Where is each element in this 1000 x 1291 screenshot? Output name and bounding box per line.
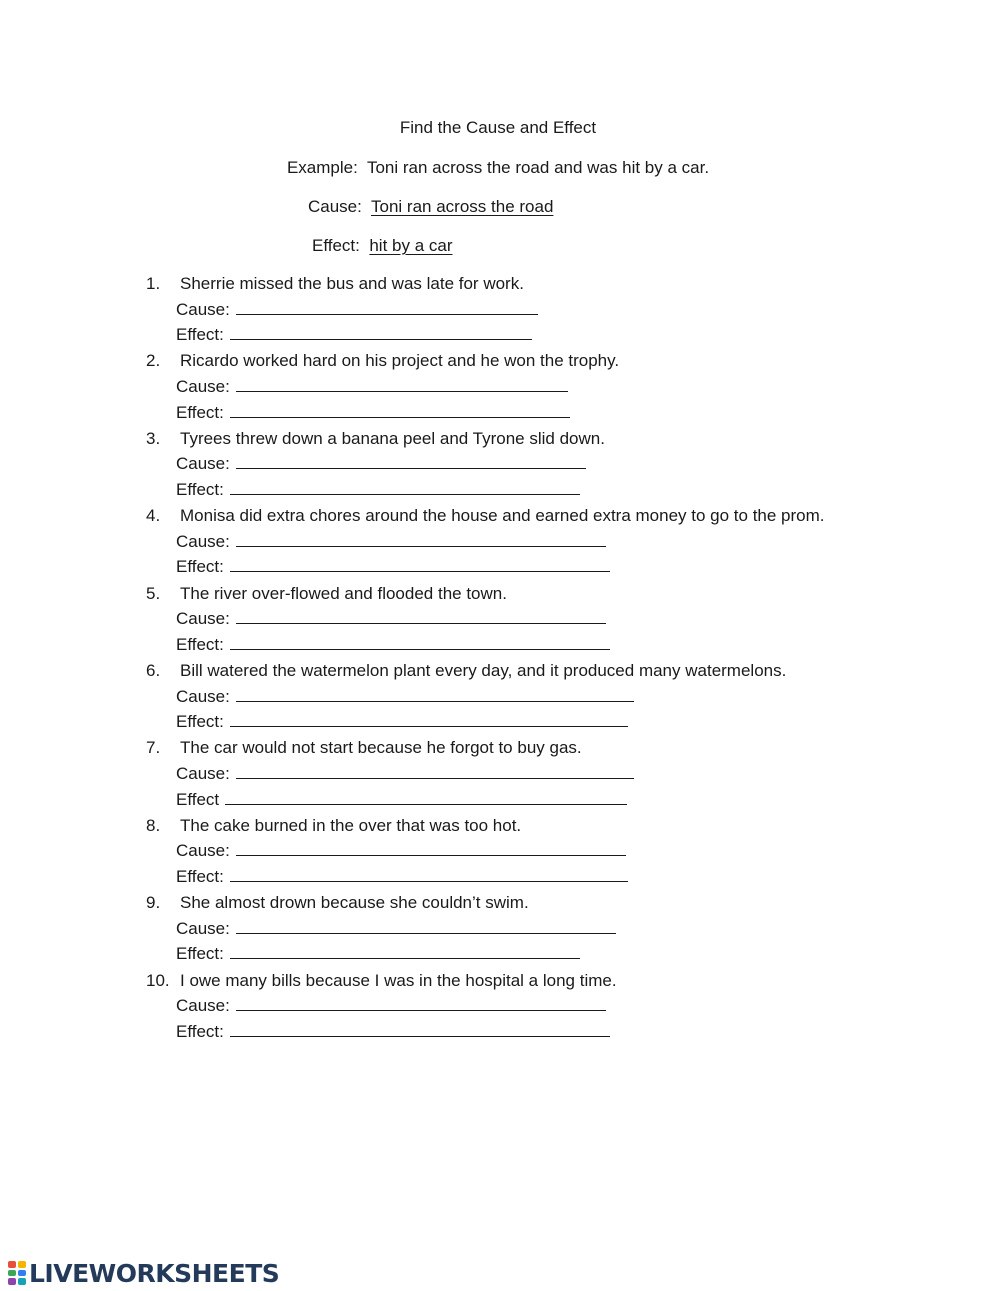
logo-text: LIVEWORKSHEETS [29,1258,280,1288]
cause-answer-blank[interactable] [236,454,586,469]
effect-answer-blank[interactable] [230,867,628,882]
question-number: 2. [146,351,161,371]
effect-label: Effect [176,789,220,809]
worksheet-title: Find the Cause and Effect [399,118,597,137]
question-sentence: Bill watered the watermelon plant every day, and it produced many watermelons. [180,661,787,680]
question-sentence: The car would not start because he forgot to buy gas. [180,738,582,758]
effect-answer-blank[interactable] [230,1022,610,1037]
effect-row [176,557,610,577]
cause-row [176,764,634,784]
effect-label: Effect: [176,1021,224,1041]
cause-row [176,454,586,474]
cause-label: Cause: [176,686,230,706]
cause-row [176,377,568,397]
cause-answer-blank[interactable] [236,377,568,392]
cause-answer-blank[interactable] [236,609,606,624]
liveworksheets-logo [8,1258,279,1288]
cause-label: Cause: [176,763,230,783]
effect-row [176,635,610,655]
cause-answer-blank[interactable] [236,764,634,779]
cause-row [176,687,634,707]
cause-label: Cause: [176,531,230,551]
question-item [146,738,906,808]
question-item [146,971,906,1041]
cause-answer-blank[interactable] [236,841,626,856]
question-number: 8. [146,815,161,835]
question-sentence: The river over-flowed and flooded the town. [180,583,507,603]
example-effect-label: Effect: [312,236,360,255]
cause-row [176,609,606,629]
cause-row [176,841,626,861]
effect-answer-blank[interactable] [230,325,532,340]
cause-answer-blank[interactable] [236,919,616,934]
example-effect-line [312,236,453,256]
effect-label: Effect: [176,944,224,964]
question-number: 6. [146,661,161,680]
cause-answer-blank[interactable] [236,996,606,1011]
question-number: 7. [146,738,161,758]
question-sentence: Monisa did extra chores around the house and earned extra money to go to the prom. [180,506,825,526]
effect-answer-blank[interactable] [230,480,580,495]
question-number: 1. [146,274,161,293]
liveworksheets-logo-icon [8,1261,26,1285]
example-cause-label: Cause: [308,197,362,216]
example-cause-answer: Toni ran across the road [371,197,554,216]
example-sentence: Toni ran across the road and was hit by a car. [366,158,710,177]
effect-answer-blank[interactable] [230,635,610,650]
question-item [146,429,906,499]
cause-row [176,919,616,939]
question-item [146,274,906,344]
question-item [146,893,906,963]
cause-label: Cause: [176,376,230,396]
effect-label: Effect: [176,325,224,345]
effect-row [176,867,628,887]
cause-answer-blank[interactable] [236,300,538,315]
question-item [146,584,906,654]
example-cause-line [308,197,553,217]
effect-answer-blank[interactable] [230,944,580,959]
cause-row [176,996,606,1016]
effect-row [176,712,628,732]
effect-label: Effect: [176,712,224,732]
effect-row [176,944,580,964]
cause-label: Cause: [176,841,230,861]
effect-label: Effect: [176,634,224,654]
effect-answer-blank[interactable] [230,557,610,572]
question-sentence: Tyrees threw down a banana peel and Tyrone slid down. [180,428,605,448]
effect-row [176,1022,610,1042]
cause-label: Cause: [176,299,230,319]
cause-row [176,300,538,320]
example-sentence-line [0,158,996,178]
cause-label: Cause: [176,996,230,1016]
question-number: 9. [146,893,161,913]
cause-label: Cause: [176,609,230,629]
question-number: 10. [146,970,170,990]
example-label: Example: [286,158,358,177]
effect-row [176,480,580,500]
effect-label: Effect: [176,557,224,577]
effect-label: Effect: [176,866,224,886]
example-effect-answer: hit by a car [369,236,453,255]
question-number: 3. [146,428,161,448]
effect-answer-blank[interactable] [230,712,628,727]
cause-answer-blank[interactable] [236,687,634,702]
effect-row [176,325,532,345]
question-sentence: Sherrie missed the bus and was late for work. [180,274,524,293]
effect-answer-blank[interactable] [225,790,627,805]
effect-answer-blank[interactable] [230,403,570,418]
effect-label: Effect: [176,479,224,499]
effect-row [176,403,570,423]
effect-row [176,790,627,810]
effect-label: Effect: [176,402,224,422]
question-sentence: The cake burned in the over that was too hot. [180,815,522,835]
cause-label: Cause: [176,918,230,938]
question-item [146,351,906,421]
question-item [146,661,906,731]
question-sentence: She almost drown because she couldn’t swim. [180,893,529,913]
question-number: 5. [146,583,161,603]
cause-answer-blank[interactable] [236,532,606,547]
question-number: 4. [146,506,161,526]
cause-label: Cause: [176,454,230,474]
question-item [146,816,906,886]
cause-row [176,532,606,552]
question-item [146,506,906,576]
question-sentence: Ricardo worked hard on his project and he won the trophy. [180,351,620,371]
question-sentence: I owe many bills because I was in the hospital a long time. [180,970,617,990]
